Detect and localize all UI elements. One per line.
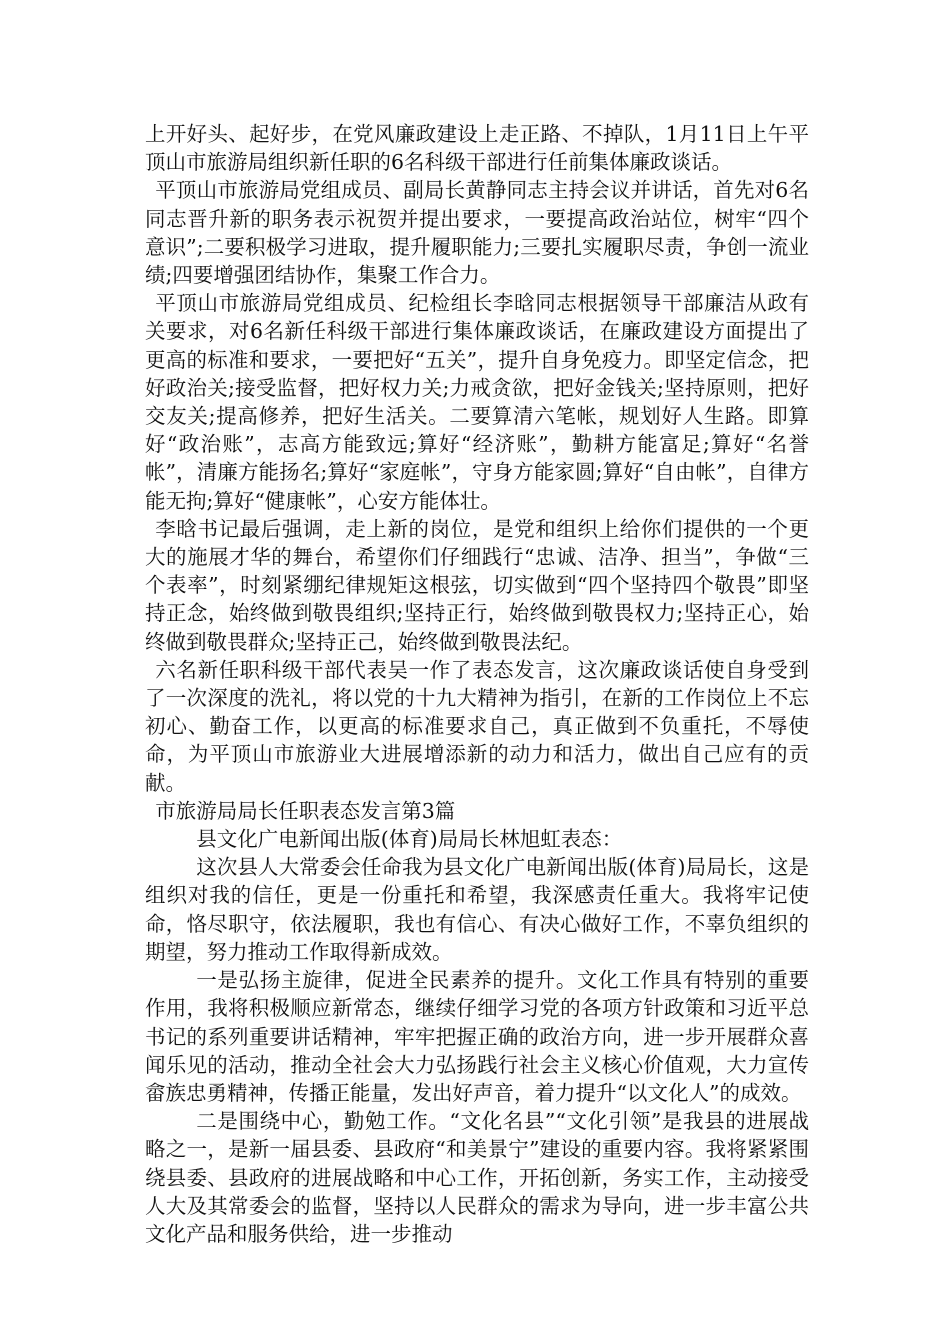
paragraph-speaker-line: 县文化广电新闻出版(体育)局局长林旭虹表态： xyxy=(196,827,623,852)
paragraph-integrity-talk: 平顶山市旅游局党组成员、纪检组长李晗同志根据领导干部廉洁从政有关要求，对6名新任科级干部进行集体廉政谈话，在廉政建设方面提出了更高的标准和要求，一要把好“五关”，提升自身免疫力。即坚定信念，把好政治关;接受监督，把好权力关;力戒贪欲，把好金钱关;坚持原则，把好交友关;提高修养，把好生活关。二要算清六笔帐，规划好人生路。即算好“政治账”，志高方能致远;算好“经济账”，勤耕方能富足;算好“名誉帐”，清廉方能扬名;算好“家庭帐”，守身方能家圆;算好“自由帐”，自律方能无拘;算好“健康帐”，心安方能体壮。 xyxy=(145,291,809,513)
paragraph-continuation: 上开好头、起好步，在党风廉政建设上走正路、不掉队，1月11日上午平顶山市旅游局组织新任职的6名科级干部进行任前集体廉政谈话。 xyxy=(145,122,809,175)
document-body xyxy=(145,120,809,1248)
section-heading: 市旅游局局长任职表态发言第3篇 xyxy=(155,798,456,823)
paragraph-point-one: 一是弘扬主旋律，促进全民素养的提升。文化工作具有特别的重要作用，我将积极顺应新常态，继续仔细学习党的各项方针政策和习近平总书记的系列重要讲话精神，牢牢把握正确的政治方向，进一步开展群众喜闻乐见的活动，推动全社会大力弘扬践行社会主义核心价值观，大力宣传畲族忠勇精神，传播正能量，发出好声音，着力提升“以文化人”的成效。 xyxy=(145,968,809,1105)
paragraph-cadre-statement: 六名新任职科级干部代表吴一作了表态发言，这次廉政谈话使自身受到了一次深度的洗礼，将以党的十九大精神为指引，在新的工作岗位上不忘初心、勤奋工作，以更高的标准要求自己，真正做到不负重托，不辱使命，为平顶山市旅游业大进展增添新的动力和活力，做出自己应有的贡献。 xyxy=(145,657,809,795)
paragraph-secretary-emphasis: 李晗书记最后强调，走上新的岗位，是党和组织上给你们提供的一个更大的施展才华的舞台，希望你们仔细践行“忠诚、洁净、担当”，争做“三个表率”，时刻紧绷纪律规矩这根弦，切实做到“四个坚持四个敬畏”即坚持正念，始终做到敬畏组织;坚持正行，始终做到敬畏权力;坚持正心，始终做到敬畏群众;坚持正己，始终做到敬畏法纪。 xyxy=(145,516,809,654)
paragraph-point-two: 二是围绕中心，勤勉工作。“文化名县”“文化引领”是我县的进展战略之一，是新一届县委、县政府“和美景宁”建设的重要内容。我将紧紧围绕县委、县政府的进展战略和中心工作，开拓创新，务实工作，主动接受人大及其常委会的监督，坚持以人民群众的需求为导向，进一步丰富公共文化产品和服务供给，进一步推动 xyxy=(145,1109,809,1246)
paragraph-appointment: 这次县人大常委会任命我为县文化广电新闻出版(体育)局局长，这是组织对我的信任，更是一份重托和希望，我深感责任重大。我将牢记使命，恪尽职守，依法履职，我也有信心、有决心做好工作，不辜负组织的期望，努力推动工作取得新成效。 xyxy=(145,855,809,964)
paragraph-meeting-host: 平顶山市旅游局党组成员、副局长黄静同志主持会议并讲话，首先对6名同志晋升新的职务表示祝贺并提出要求，一要提高政治站位，树牢“四个意识”;二要积极学习进取，提升履职能力;三要扎实履职尽责，争创一流业绩;四要增强团结协作，集聚工作合力。 xyxy=(145,178,809,288)
